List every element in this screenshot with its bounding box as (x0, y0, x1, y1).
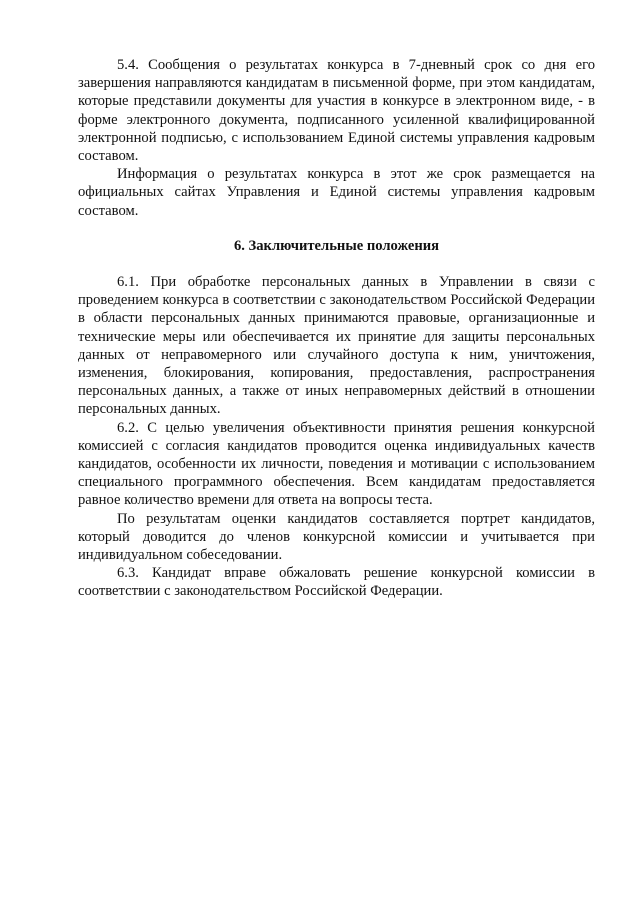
paragraph-5-4: 5.4. Сообщения о результатах конкурса в 7-дневный срок со дня его завершения направляются кандидатам в письменной форме, при этом кандидатам, которые представили документы для участия в конкурсе в электронном виде, - в форме электронного документа, подписанного усиленной квалифицированной электронной подписью, с использованием Единой системы управления кадровым составом. (78, 57, 595, 165)
document-body (78, 56, 595, 601)
section-6-heading: 6. Заключительные положения (233, 237, 440, 254)
paragraph-6-3: 6.3. Кандидат вправе обжаловать решение конкурсной комиссии в соответствии с законодательством Российской Федерации. (78, 565, 595, 600)
paragraph-6-2-portrait: По результатам оценки кандидатов составляется портрет кандидатов, который доводится до членов конкурсной комиссии и учитывается при индивидуальном собеседовании. (78, 510, 595, 564)
paragraph-6-1: 6.1. При обработке персональных данных в Управлении в связи с проведением конкурса в соответствии с законодательством Российской Федерации в области персональных данных принимаются правовые, организационные и технические меры или обеспечивается их принятие для защиты персональных данных от неправомерного или случайного доступа к ним, уничтожения, изменения, блокирования, копирования, предоставления, распространения персональных данных, а также от иных неправомерных действий в отношении персональных данных. (78, 274, 595, 418)
paragraph-6-2: 6.2. С целью увеличения объективности принятия решения конкурсной комиссией с согласия кандидатов проводится оценка индивидуальных качеств кандидатов, особенности их личности, поведения и мотивации с использованием специального программного обеспечения. Всем кандидатам предоставляется равное количество времени для ответа на вопросы теста. (78, 419, 595, 509)
paragraph-5-4-information: Информация о результатах конкурса в этот же срок размещается на официальных сайтах Управления и Единой системы управления кадровым составом. (78, 166, 595, 219)
